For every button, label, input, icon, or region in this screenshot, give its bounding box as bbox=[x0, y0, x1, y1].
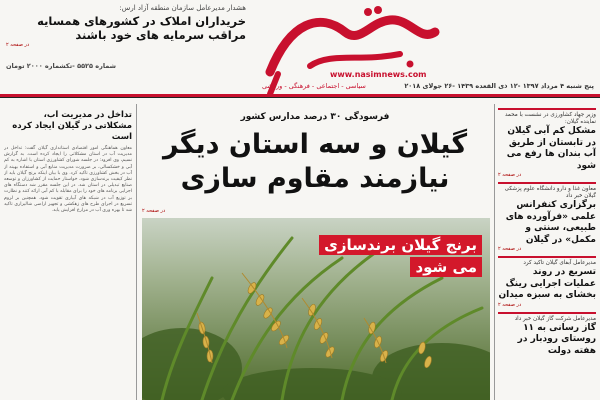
teaser-headline[interactable]: خریداران املاک در کشورهای همسایه مراقب سرمایه های خود باشند bbox=[37, 14, 246, 42]
news-item-headline[interactable]: برگزاری کنفرانس علمی «فرآورده های طبیعی، سنتی و مکمل» در گیلان bbox=[505, 200, 596, 245]
right-news-column bbox=[498, 108, 596, 400]
news-item-continue-link[interactable]: در صفحه ۲ bbox=[498, 172, 522, 178]
issue-number: شماره ۵۵۲۵ -تکشماره ۲۰۰۰ تومان bbox=[6, 62, 117, 70]
news-item-kicker: مدیرعامل آبفای گیلان تاکید کرد bbox=[523, 260, 596, 266]
news-item[interactable] bbox=[498, 312, 596, 358]
tagline: سیاسی - اجتماعی - فرهنگی - ورزشی bbox=[262, 82, 366, 90]
news-item[interactable] bbox=[498, 256, 596, 308]
column-divider-right bbox=[494, 104, 495, 400]
main-kicker: فرسودگی ۳۰ درصد مدارس کشور bbox=[240, 112, 390, 122]
news-item[interactable] bbox=[498, 108, 596, 178]
photo-caption-text: برنج گیلان برندسازی می شود bbox=[319, 235, 482, 277]
teaser-continue-link[interactable]: در صفحه ۲ bbox=[6, 42, 30, 48]
issue-date: پنج شنبه ۴ مرداد ۱۳۹۷ -۱۲ ذی القعده ۱۴۳۹ -۲۶ جولای ۲۰۱۸ bbox=[404, 82, 594, 90]
left-article[interactable] bbox=[4, 110, 132, 398]
news-item-kicker: وزیر جهاد کشاورزی در نشست با محمد نماینده گیلان: bbox=[504, 112, 596, 125]
news-item-headline[interactable]: گاز رسانی به ۱۱ روستای رودبار در هفته دولت bbox=[517, 322, 596, 356]
news-item-kicker: معاون غذا و دارو دانشگاه علوم پزشکی گیلان خبر داد bbox=[504, 186, 596, 199]
news-item-headline[interactable]: مشکل کم آبی گیلان در تابستان از طریق آب بندان ها رفع می شود bbox=[506, 126, 596, 171]
left-article-headline[interactable]: تداخل در مدیریت آب، مشکلاتی در گیلان ایجاد کرده است bbox=[12, 110, 132, 142]
news-item-continue-link[interactable]: در صفحه ۲ bbox=[498, 246, 522, 252]
teaser-kicker: هشدار مدیرعامل سازمان منطقه آزاد ارس: bbox=[119, 4, 246, 12]
left-article-body: معاون هماهنگی امور اقتصادی استانداری گیلان گفت: تداخل در مدیریت آب در استان مشکلاتی را ایجاد کرده است. به گزارش نسیم، وی افزود: در جلسه شورای کشاورزی استان با اشاره به کم آبی و خشکسالی، بر ضرورت مدیریت منابع آبی و استفاده بهینه از آب در بخش کشاورزی تاکید کرد. وی با بیان اینکه برنج گیلان باید از نظر کیفیت برندسازی شود، خواستار حمایت از کشاورزان و توسعه صنایع تبدیلی در استان شد. در این جلسه مقرر شد دستگاه های اجرایی برنامه های خود را برای مقابله با کم آبی ارائه کنند و نظارت بر توزیع آب در شبکه های آبیاری تقویت شود. همچنین بر لزوم تسریع در اجرای طرح های زهکشی و تجهیز اراضی شالیزاری تاکید شد تا بهره وری آب در مزارع افزایش یابد. bbox=[4, 146, 132, 214]
site-url[interactable]: www.nasimnews.com bbox=[330, 70, 427, 79]
main-headline[interactable]: گیلان و سه استان دیگر نیازمند مقاوم سازی bbox=[162, 129, 468, 194]
news-item-continue-link[interactable]: در صفحه ۲ bbox=[498, 301, 522, 308]
news-item-headline[interactable]: تسریع در روند عملیات اجرایی رینگ بخشای به سبزه میدان bbox=[498, 267, 596, 300]
news-item-kicker: مدیرعامل شرکت گاز گیلان خبر داد bbox=[514, 315, 596, 322]
photo-caption bbox=[322, 234, 482, 278]
main-continue-link[interactable]: در صفحه ۲ bbox=[142, 208, 166, 214]
masthead-divider-thin bbox=[0, 97, 600, 98]
news-item[interactable] bbox=[498, 182, 596, 252]
column-divider-left bbox=[136, 104, 137, 400]
